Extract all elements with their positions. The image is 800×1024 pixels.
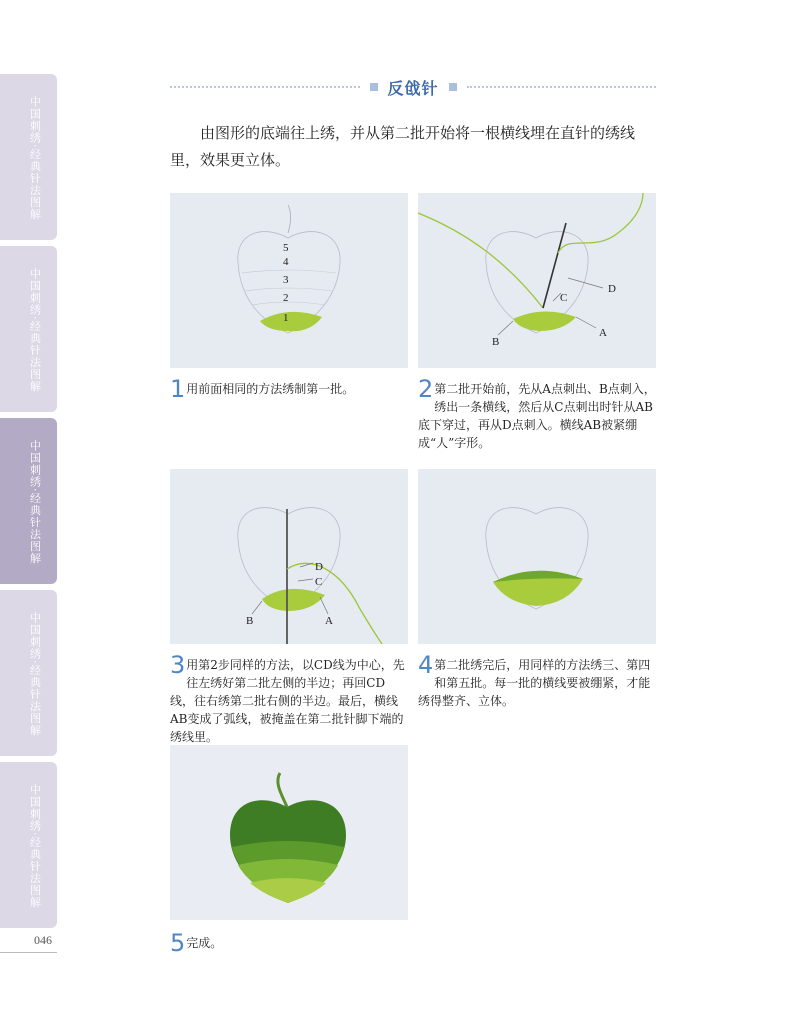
step-5-caption (170, 929, 408, 957)
photo2-label-a: A (599, 327, 607, 339)
photo3-label-a: A (325, 615, 333, 627)
side-tab-1[interactable] (0, 74, 57, 240)
header-square-right (449, 83, 457, 91)
photo1-label-4: 4 (283, 256, 289, 268)
step-2-caption (418, 375, 656, 452)
photo2-label-c: C (560, 292, 568, 304)
header-square-left (370, 83, 378, 91)
side-tab-label: 中国刺绣·经典针法图解 (28, 268, 42, 393)
side-tab-label: 中国刺绣·经典针法图解 (28, 96, 42, 221)
side-tab-4[interactable] (0, 590, 57, 756)
step-1-text: 用前面相同的方法绣制第一批。 (186, 382, 355, 396)
side-tab-5[interactable] (0, 762, 57, 928)
header-dots-right (467, 86, 657, 88)
step-3-number: 3 (170, 651, 186, 679)
side-tab-label: 中国刺绣·经典针法图解 (28, 784, 42, 909)
step-3-photo (170, 469, 408, 644)
side-tab-3-active[interactable] (0, 418, 57, 584)
step-1-photo (170, 193, 408, 368)
step-3-text: 用第2步同样的方法，以CD线为中心，先往左绣好第二批左侧的半边；再回CD线，往右绣第二批右侧的半边。最后，横线AB变成了弧线，被掩盖在第二批针脚下端的绣线里。 (170, 658, 405, 744)
step-2-photo (418, 193, 656, 368)
step-5-photo (170, 745, 408, 920)
page-number: 046 (34, 933, 52, 947)
header-dots-left (170, 86, 360, 88)
intro-paragraph: 由图形的底端往上绣，并从第二批开始将一根横线埋在直针的绣线里，效果更立体。 (170, 124, 636, 169)
section-header (170, 76, 656, 98)
photo1-label-1: 1 (283, 312, 289, 324)
photo1-label-3: 3 (283, 274, 289, 286)
page-number-divider (0, 952, 57, 953)
photo1-label-2: 2 (283, 292, 289, 304)
photo2-label-d: D (608, 283, 616, 295)
step-4-number: 4 (418, 651, 434, 679)
side-tab-label: 中国刺绣·经典针法图解 (28, 440, 42, 565)
step-4-photo (418, 469, 656, 644)
photo2-label-b: B (492, 336, 500, 348)
step-5-text: 完成。 (186, 936, 223, 950)
step-2-text: 第二批开始前，先从A点刺出、B点刺入，绣出一条横线，然后从C点刺出时针从AB底下穿过，再从D点刺入。横线AB被紧绷成“人”字形。 (418, 382, 656, 450)
photo3-label-b: B (246, 615, 254, 627)
step-2-number: 2 (418, 375, 434, 403)
side-tab-2[interactable] (0, 246, 57, 412)
photo3-label-c: C (315, 576, 323, 588)
step-1-caption (170, 375, 408, 403)
step-1-number: 1 (170, 375, 186, 403)
step-4-text: 第二批绣完后，用同样的方法绣三、第四和第五批。每一批的横线要被绷紧，才能绣得整齐、立体。 (418, 658, 651, 708)
step-3-caption (170, 651, 408, 746)
photo3-label-d: D (315, 561, 323, 573)
section-title: 反戗针 (387, 78, 439, 98)
photo1-label-5: 5 (283, 242, 289, 254)
step-4-caption (418, 651, 656, 710)
side-tab-label: 中国刺绣·经典针法图解 (28, 612, 42, 737)
step-5-number: 5 (170, 929, 186, 957)
